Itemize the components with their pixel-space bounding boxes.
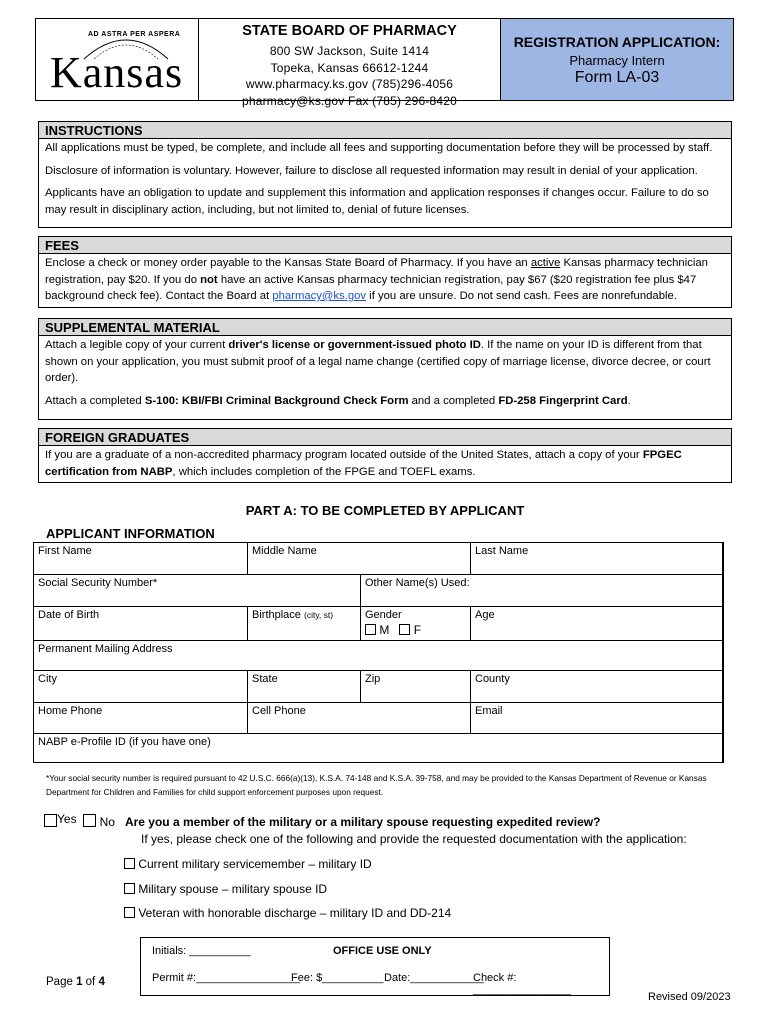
military-question: Are you a member of the military or a military spouse requesting expedited review? bbox=[124, 815, 601, 829]
other-names-field[interactable] bbox=[360, 574, 724, 607]
military-option-1[interactable] bbox=[124, 857, 372, 871]
form-title-block bbox=[500, 18, 734, 101]
other-names-label: Other Name(s) Used: bbox=[365, 577, 470, 589]
supp-s100: S-100: KBI/FBI Criminal Background Check Form bbox=[144, 394, 409, 407]
instructions-p2: Disclosure of information is voluntary. However, failure to disclose all requested information may result in denial of your application. bbox=[45, 164, 698, 177]
first-name-label: First Name bbox=[38, 545, 92, 557]
zip-label: Zip bbox=[365, 673, 381, 685]
first-name-field[interactable] bbox=[33, 542, 248, 575]
option-3-checkbox[interactable] bbox=[124, 907, 135, 918]
form-subtitle: Pharmacy Intern bbox=[569, 53, 665, 68]
home-phone-label: Home Phone bbox=[38, 705, 103, 717]
form-number: Form LA-03 bbox=[574, 69, 660, 86]
board-contact-block bbox=[199, 18, 500, 108]
gender-m-checkbox[interactable] bbox=[365, 624, 376, 635]
web-phone: www.pharmacy.ks.gov (785)296-4056 bbox=[245, 77, 454, 91]
state-field[interactable] bbox=[247, 670, 361, 703]
instructions-body bbox=[38, 139, 732, 228]
supp-text: . If the name on your ID is different from that shown on your application, you must submit proof of a legal name change (certified copy of marriage license, divorce decree, or court order). bbox=[45, 339, 711, 384]
foreign-body bbox=[38, 446, 732, 483]
fees-not: not bbox=[200, 273, 218, 286]
option-1-label: Current military servicemember – military ID bbox=[138, 857, 372, 871]
instructions-p1: All applications must be typed, be complete, and include all fees and supporting documentation before they will be processed by staff. bbox=[45, 142, 713, 154]
military-yes-checkbox[interactable] bbox=[44, 814, 57, 827]
zip-field[interactable] bbox=[360, 670, 471, 703]
kansas-logo-box bbox=[35, 18, 199, 101]
dob-field[interactable] bbox=[33, 606, 248, 641]
dob-label: Date of Birth bbox=[38, 609, 100, 621]
logo-wordmark: Kansas bbox=[50, 48, 184, 97]
gender-label: Gender bbox=[365, 609, 402, 621]
military-question-row bbox=[44, 812, 600, 829]
option-2-label: Military spouse – military spouse ID bbox=[138, 882, 328, 896]
fees-text: if you are unsure. Do not send cash. Fees are nonrefundable. bbox=[366, 290, 677, 302]
nabp-field[interactable] bbox=[33, 733, 724, 763]
ssn-field[interactable] bbox=[33, 574, 361, 607]
office-check: Check #: ________________ bbox=[473, 972, 571, 996]
email-label: Email bbox=[475, 705, 503, 717]
office-use-title: OFFICE USE ONLY bbox=[333, 945, 432, 957]
option-3-label: Veteran with honorable discharge – military ID and DD-214 bbox=[138, 906, 452, 920]
gender-f-checkbox[interactable] bbox=[399, 624, 410, 635]
county-label: County bbox=[475, 673, 510, 685]
ssn-footnote: *Your social security number is required pursuant to 42 U.S.C. 666(a)(13), K.S.A. 74-148 and K.S.A. 39-758, and may be provided to the Kansas Department of Revenue or Kansas Department for Children and Families for child support enforcement purposes upon request. bbox=[46, 773, 707, 797]
supp-text: . bbox=[627, 394, 631, 407]
option-2-checkbox[interactable] bbox=[124, 883, 135, 894]
fees-text: Enclose a check or money order payable to the Kansas State Board of Pharmacy. If you have an bbox=[45, 257, 531, 269]
office-permit: Permit #:_________________ bbox=[152, 972, 301, 984]
email-field[interactable] bbox=[470, 702, 724, 734]
fees-text: have an active Kansas pharmacy technician registration, pay $67 ($20 registration fee plus $47 background check fee). Contact the Board at bbox=[45, 273, 697, 302]
city-label: City bbox=[38, 673, 57, 685]
county-field[interactable] bbox=[470, 670, 724, 703]
fees-heading: FEES bbox=[38, 236, 732, 254]
fees-text: Kansas pharmacy technician registration, pay $20. If you do bbox=[45, 257, 708, 286]
military-option-3[interactable] bbox=[124, 906, 451, 920]
page-prefix: Page bbox=[46, 976, 77, 988]
military-yes-label: Yes bbox=[57, 812, 77, 826]
logo-motto: AD ASTRA PER ASPERA bbox=[88, 31, 181, 38]
birthplace-hint: (city, st) bbox=[303, 610, 334, 620]
military-instruction: If yes, please check one of the following and provide the requested documentation with the application: bbox=[141, 832, 687, 846]
office-initials: Initials: __________ bbox=[152, 945, 251, 957]
email-fax: pharmacy@ks.gov Fax (785) 296-8420 bbox=[241, 93, 458, 108]
gender-field bbox=[360, 606, 471, 641]
address-line-1: 800 SW Jackson, Suite 1414 bbox=[269, 44, 430, 58]
last-name-label: Last Name bbox=[475, 545, 529, 557]
foreign-fpgec: FPGEC certification from NABP bbox=[45, 449, 682, 478]
birthplace-label: Birthplace bbox=[252, 609, 301, 621]
supplemental-p2 bbox=[45, 393, 725, 410]
state-label: State bbox=[252, 673, 278, 685]
birthplace-field[interactable] bbox=[247, 606, 361, 641]
mailing-address-label: Permanent Mailing Address bbox=[38, 643, 173, 655]
city-field[interactable] bbox=[33, 670, 248, 703]
supp-id-bold: driver's license or government-issued photo ID bbox=[228, 339, 481, 351]
fees-body bbox=[38, 254, 732, 308]
supplemental-heading: SUPPLEMENTAL MATERIAL bbox=[38, 318, 732, 336]
board-name: STATE BOARD OF PHARMACY bbox=[242, 23, 457, 39]
part-a-heading: PART A: TO BE COMPLETED BY APPLICANT bbox=[245, 503, 525, 518]
supplemental-body bbox=[38, 336, 732, 420]
page-number bbox=[46, 976, 105, 988]
supp-text: Attach a completed bbox=[45, 394, 145, 407]
mailing-address-field[interactable] bbox=[33, 640, 724, 671]
middle-name-label: Middle Name bbox=[252, 545, 317, 557]
supp-fd258: FD-258 Fingerprint Card bbox=[498, 394, 628, 407]
middle-name-field[interactable] bbox=[247, 542, 471, 575]
office-fee: Fee: $__________ bbox=[291, 972, 384, 984]
fees-active: active bbox=[530, 257, 561, 269]
supp-text: Attach a legible copy of your current bbox=[45, 339, 229, 351]
foreign-text: If you are a graduate of a non-accredited pharmacy program located outside of the United States, attach a copy of your bbox=[45, 449, 643, 461]
military-no-checkbox[interactable] bbox=[83, 814, 96, 827]
applicant-info-heading: APPLICANT INFORMATION bbox=[46, 526, 215, 541]
office-date: Date:____________ bbox=[384, 972, 484, 984]
nabp-label: NABP e-Profile ID (if you have one) bbox=[38, 736, 211, 748]
supplemental-p1 bbox=[45, 337, 725, 387]
home-phone-field[interactable] bbox=[33, 702, 248, 734]
ssn-label: Social Security Number* bbox=[38, 577, 158, 589]
foreign-heading: FOREIGN GRADUATES bbox=[38, 428, 732, 446]
last-name-field[interactable] bbox=[470, 542, 724, 575]
instructions-p3: Applicants have an obligation to update and supplement this information and application responses if changes occur. Failure to do so may result in disciplinary action, including, but not limited to, denial of future licenses. bbox=[45, 187, 709, 216]
supp-text: and a completed bbox=[408, 394, 499, 407]
form-title: REGISTRATION APPLICATION: bbox=[513, 34, 721, 50]
board-email-link[interactable]: pharmacy@ks.gov bbox=[272, 290, 367, 302]
office-use-box bbox=[140, 937, 610, 996]
gender-f-label: F bbox=[413, 623, 422, 637]
military-option-2[interactable] bbox=[124, 882, 327, 896]
address-line-2: Topeka, Kansas 66612-1244 bbox=[270, 60, 429, 75]
cell-phone-field[interactable] bbox=[247, 702, 471, 734]
foreign-text: , which includes completion of the FPGE and TOEFL exams. bbox=[172, 465, 476, 478]
cell-phone-label: Cell Phone bbox=[252, 705, 306, 717]
military-no-label: No bbox=[99, 815, 115, 829]
instructions-heading: INSTRUCTIONS bbox=[38, 121, 732, 139]
page-total: 4 bbox=[98, 976, 105, 988]
page-current: 1 bbox=[76, 976, 83, 988]
page-of: of bbox=[82, 976, 99, 988]
revised-date: Revised 09/2023 bbox=[648, 991, 731, 1003]
age-label: Age bbox=[475, 609, 495, 621]
age-field[interactable] bbox=[470, 606, 724, 641]
applicant-info-table bbox=[33, 542, 723, 763]
option-1-checkbox[interactable] bbox=[124, 858, 135, 869]
gender-m-label: M bbox=[379, 623, 390, 637]
